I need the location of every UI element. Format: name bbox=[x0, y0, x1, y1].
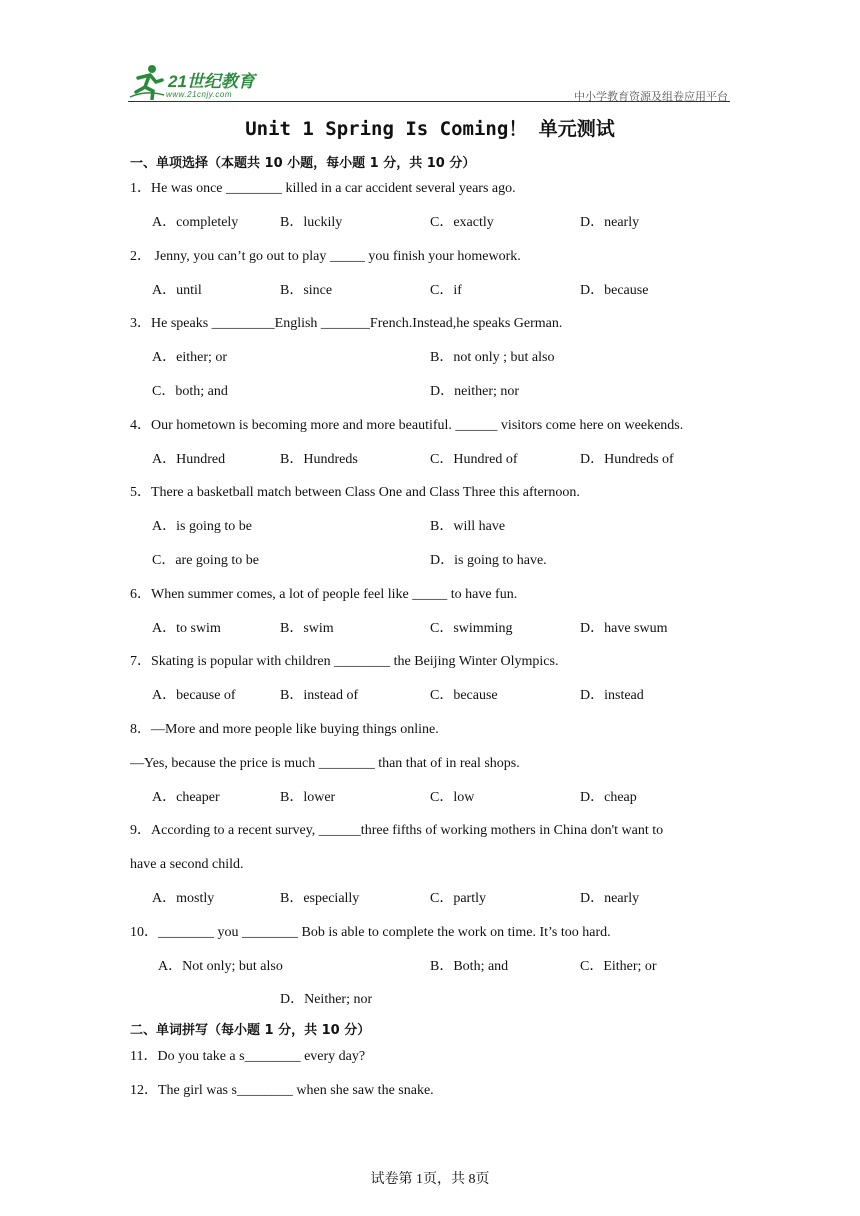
question-1-option-d: D．nearly bbox=[580, 215, 640, 230]
question-4-option-c: C．Hundred of bbox=[430, 452, 518, 467]
logo-text: 21世纪教育 bbox=[168, 72, 255, 91]
question-8-option-c: C．low bbox=[430, 790, 475, 805]
question-2-option-d: D．because bbox=[580, 283, 649, 298]
question-9-stem-continued: have a second child. bbox=[130, 857, 244, 872]
question-10-option-a: A．Not only; but also bbox=[158, 959, 283, 974]
logo-url: www.21cnjy.com bbox=[166, 90, 232, 99]
question-4-option-b: B．Hundreds bbox=[280, 452, 358, 467]
question-10-option-c: C．Either; or bbox=[580, 959, 657, 974]
question-8-option-a: A．cheaper bbox=[152, 790, 220, 805]
question-7-option-a: A．because of bbox=[152, 688, 236, 703]
question-3-option-a: A．either; or bbox=[152, 350, 228, 365]
question-3-option-d: D．neither; nor bbox=[430, 384, 520, 399]
question-8-option-b: B．lower bbox=[280, 790, 336, 805]
page-header bbox=[128, 62, 730, 102]
question-6-option-b: B．swim bbox=[280, 621, 334, 636]
question-9-option-d: D．nearly bbox=[580, 891, 640, 906]
question-7-option-c: C．because bbox=[430, 688, 498, 703]
question-9-option-c: C．partly bbox=[430, 891, 486, 906]
question-2-stem: 2． Jenny, you can’t go out to play _____ you finish your homework. bbox=[130, 249, 521, 264]
question-9-option-a: A．mostly bbox=[152, 891, 215, 906]
question-4-option-d: D．Hundreds of bbox=[580, 452, 674, 467]
question-6-option-d: D．have swum bbox=[580, 621, 668, 636]
question-5-option-b: B．will have bbox=[430, 519, 506, 534]
question-4-option-a: A．Hundred bbox=[152, 452, 226, 467]
question-7-option-d: D．instead bbox=[580, 688, 644, 703]
page-footer: 试卷第 1页，共 8页 bbox=[370, 1172, 490, 1187]
question-11-stem: 11．Do you take a s________ every day? bbox=[130, 1049, 366, 1064]
running-figure-icon bbox=[128, 64, 166, 100]
section-1-heading: 一、单项选择（本题共 10 小题，每小题 1 分，共 10 分） bbox=[130, 156, 476, 171]
question-6-option-c: C．swimming bbox=[430, 621, 513, 636]
question-1-option-a: A．completely bbox=[152, 215, 239, 230]
question-5-stem: 5．There a basketball match between Class One and Class Three this afternoon. bbox=[130, 485, 580, 500]
question-3-option-b: B．not only ; but also bbox=[430, 350, 555, 365]
question-10-option-d: D．Neither; nor bbox=[280, 992, 373, 1007]
question-8-stem-reply: —Yes, because the price is much ________ than that of in real shops. bbox=[130, 756, 520, 771]
question-1-option-c: C．exactly bbox=[430, 215, 494, 230]
question-2-option-b: B．since bbox=[280, 283, 333, 298]
question-10-stem: 10．________ you ________ Bob is able to complete the work on time. It’s too hard. bbox=[130, 925, 611, 940]
question-12-stem: 12．The girl was s________ when she saw the snake. bbox=[130, 1083, 434, 1098]
platform-name: 中小学教育资源及组卷应用平台 bbox=[574, 90, 728, 103]
page-title: Unit 1 Spring Is Coming！ 单元测试 bbox=[245, 118, 615, 140]
question-9-option-b: B．especially bbox=[280, 891, 360, 906]
question-7-stem: 7．Skating is popular with children ________ the Beijing Winter Olympics. bbox=[130, 654, 559, 669]
question-2-option-c: C．if bbox=[430, 283, 462, 298]
question-8-option-d: D．cheap bbox=[580, 790, 637, 805]
section-2-heading: 二、单词拼写（每小题 1 分，共 10 分） bbox=[130, 1023, 371, 1038]
logo bbox=[128, 62, 268, 102]
question-3-option-c: C．both; and bbox=[152, 384, 228, 399]
question-5-option-c: C．are going to be bbox=[152, 553, 259, 568]
question-9-stem: 9．According to a recent survey, ______three fifths of working mothers in China don't want to bbox=[130, 823, 664, 838]
question-6-option-a: A．to swim bbox=[152, 621, 221, 636]
header-divider bbox=[128, 101, 730, 102]
question-2-option-a: A．until bbox=[152, 283, 202, 298]
question-6-stem: 6．When summer comes, a lot of people feel like _____ to have fun. bbox=[130, 587, 518, 602]
question-5-option-d: D．is going to have. bbox=[430, 553, 547, 568]
question-4-stem: 4．Our hometown is becoming more and more beautiful. ______ visitors come here on weekends. bbox=[130, 418, 684, 433]
question-5-option-a: A．is going to be bbox=[152, 519, 252, 534]
question-7-option-b: B．instead of bbox=[280, 688, 359, 703]
question-3-stem: 3．He speaks _________English _______French.Instead,he speaks German. bbox=[130, 316, 563, 331]
question-8-stem: 8．—More and more people like buying things online. bbox=[130, 722, 439, 737]
question-1-stem: 1．He was once ________ killed in a car accident several years ago. bbox=[130, 181, 516, 196]
question-10-option-b: B．Both; and bbox=[430, 959, 509, 974]
question-1-option-b: B．luckily bbox=[280, 215, 343, 230]
